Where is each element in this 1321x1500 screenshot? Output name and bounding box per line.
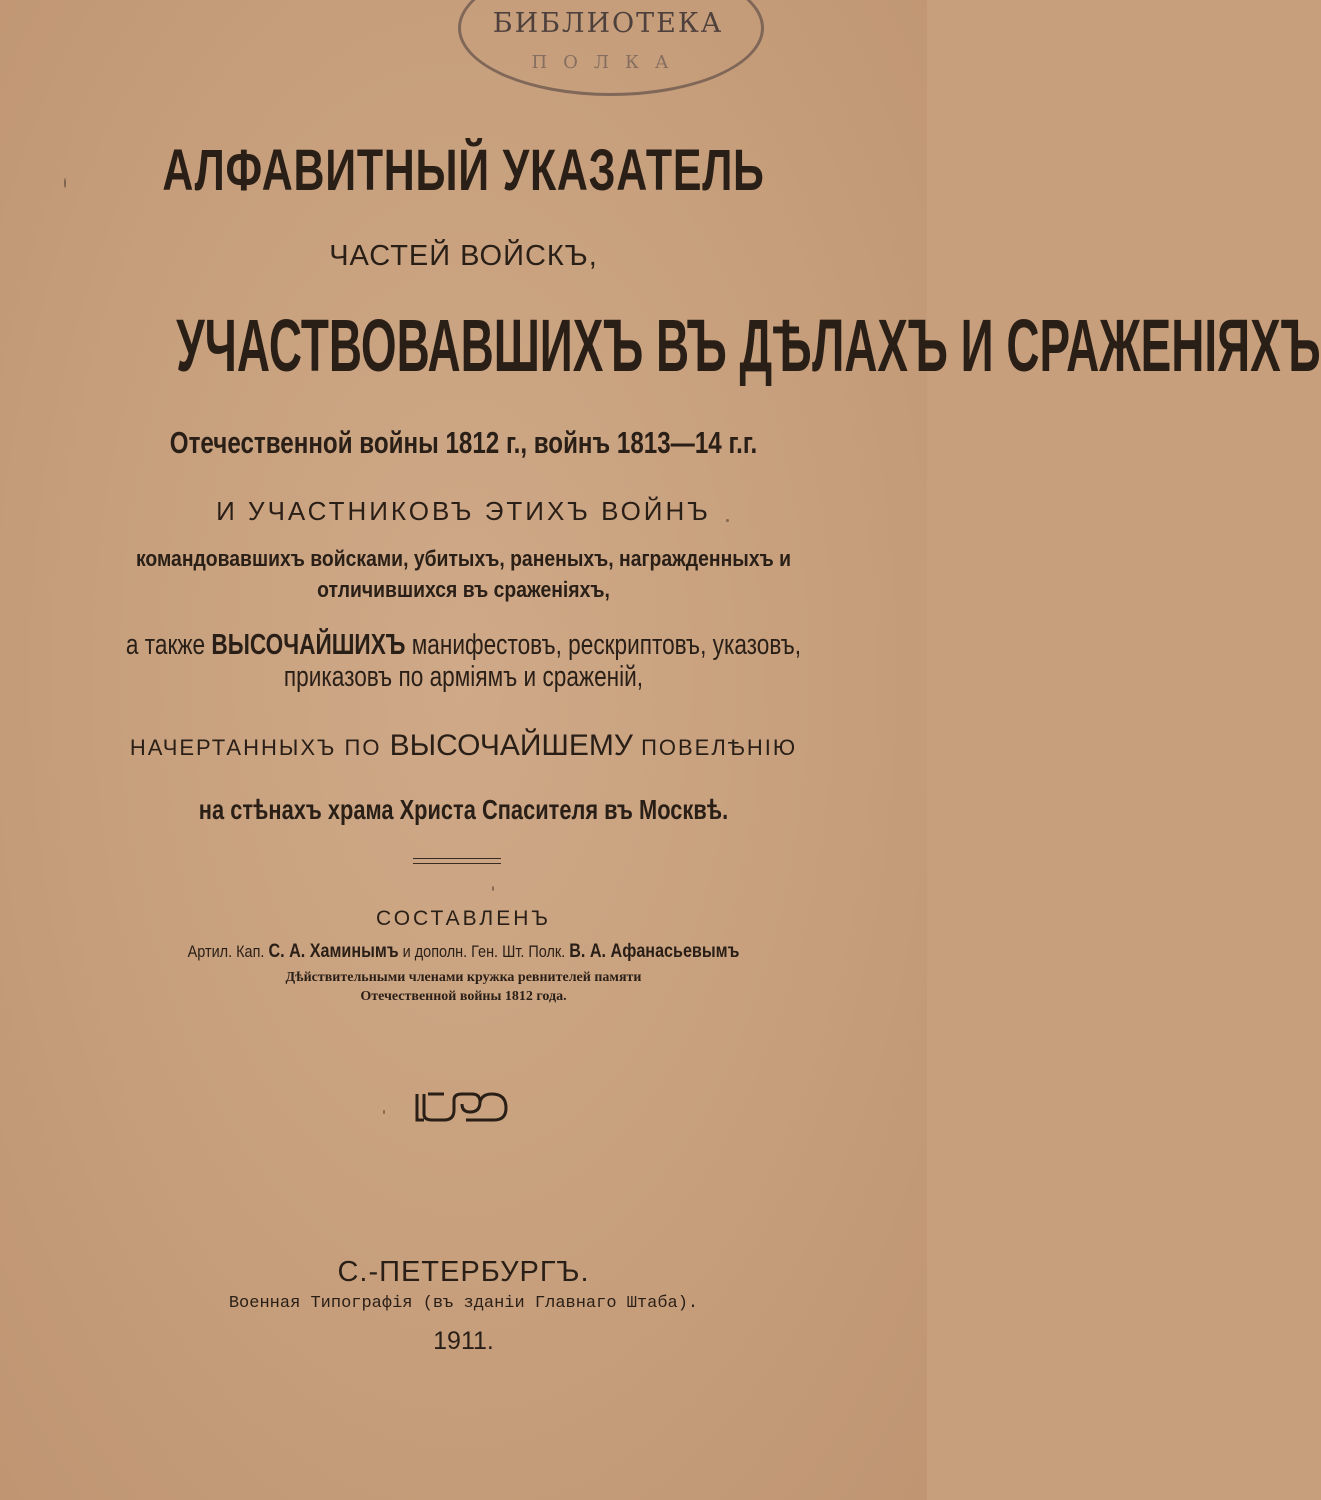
stamp-bottom-text: ПОЛКА [531,52,685,73]
imprint-city: С.-ПЕТЕРБУРГЪ. [337,1256,590,1288]
title-line-8-emphasis: ВЫСОЧАЙШИХЪ [211,629,406,661]
title-line-9: приказовъ по арміямъ и сраженій, [283,661,644,693]
author-1-name: С. А. Хаминымъ [268,941,399,962]
imprint-press: Военная Типографія (въ зданіи Главнаго Штаба). [228,1294,699,1313]
title-line-10-start: НАЧЕРТАННЫХЪ ПО [129,735,390,760]
title-line-10 [0,729,927,763]
authors-note-1: Дѣйствительными членами кружка ревнителей памяти [285,970,642,985]
title-line-7: отличившихся въ сраженіяхъ, [317,577,610,602]
author-2-rank: и дополн. Ген. Шт. Полк. [398,942,570,961]
title-line-10-end: ПОВЕЛѢНІЮ [632,735,798,760]
title-line-5: И УЧАСТНИКОВЪ ЭТИХЪ ВОЙНЪ [216,496,711,526]
title-line-8 [102,629,825,662]
title-line-2: ЧАСТЕЙ ВОЙСКЪ, [329,240,598,272]
main-title: АЛФАВИТНЫЙ УКАЗАТЕЛЬ [162,138,765,203]
title-line-8-end: манифестовъ, рескриптовъ, указовъ, [405,629,802,661]
author-2-name: В. А. Афанасьевымъ [569,941,740,962]
authors-note-2: Отечественной войны 1812 года. [360,989,567,1004]
divider-rule-bottom [413,863,501,864]
paper-mark [726,519,729,522]
title-line-4: Отечественной войны 1812 г., войнъ 1813—14 г.г. [169,425,758,460]
compiled-heading: СОСТАВЛЕНЪ [376,907,551,930]
paper-mark [64,178,66,188]
title-line-6: командовавшихъ войсками, убитыхъ, раненыхъ, награжденныхъ и [135,546,792,571]
divider-rule-top [413,858,501,859]
authors-line [70,941,858,963]
imprint-year: 1911. [433,1327,494,1355]
title-line-8-start: а также [125,629,212,661]
title-line-11: на стѣнахъ храма Христа Спасителя въ Москвѣ. [198,794,729,825]
paper-mark [492,886,494,891]
paper-mark [383,1110,385,1114]
stamp-top-text: БИБЛИОТЕКА [492,8,724,39]
ornament-icon [414,1090,510,1124]
author-1-rank: Артил. Кап. [187,942,269,961]
title-line-3: УЧАСТВОВАВШИХЪ ВЪ ДѢЛАХЪ И СРАЖЕНІЯХЪ [176,304,1321,387]
title-line-10-emphasis: ВЫСОЧАЙШЕМУ [389,729,633,762]
